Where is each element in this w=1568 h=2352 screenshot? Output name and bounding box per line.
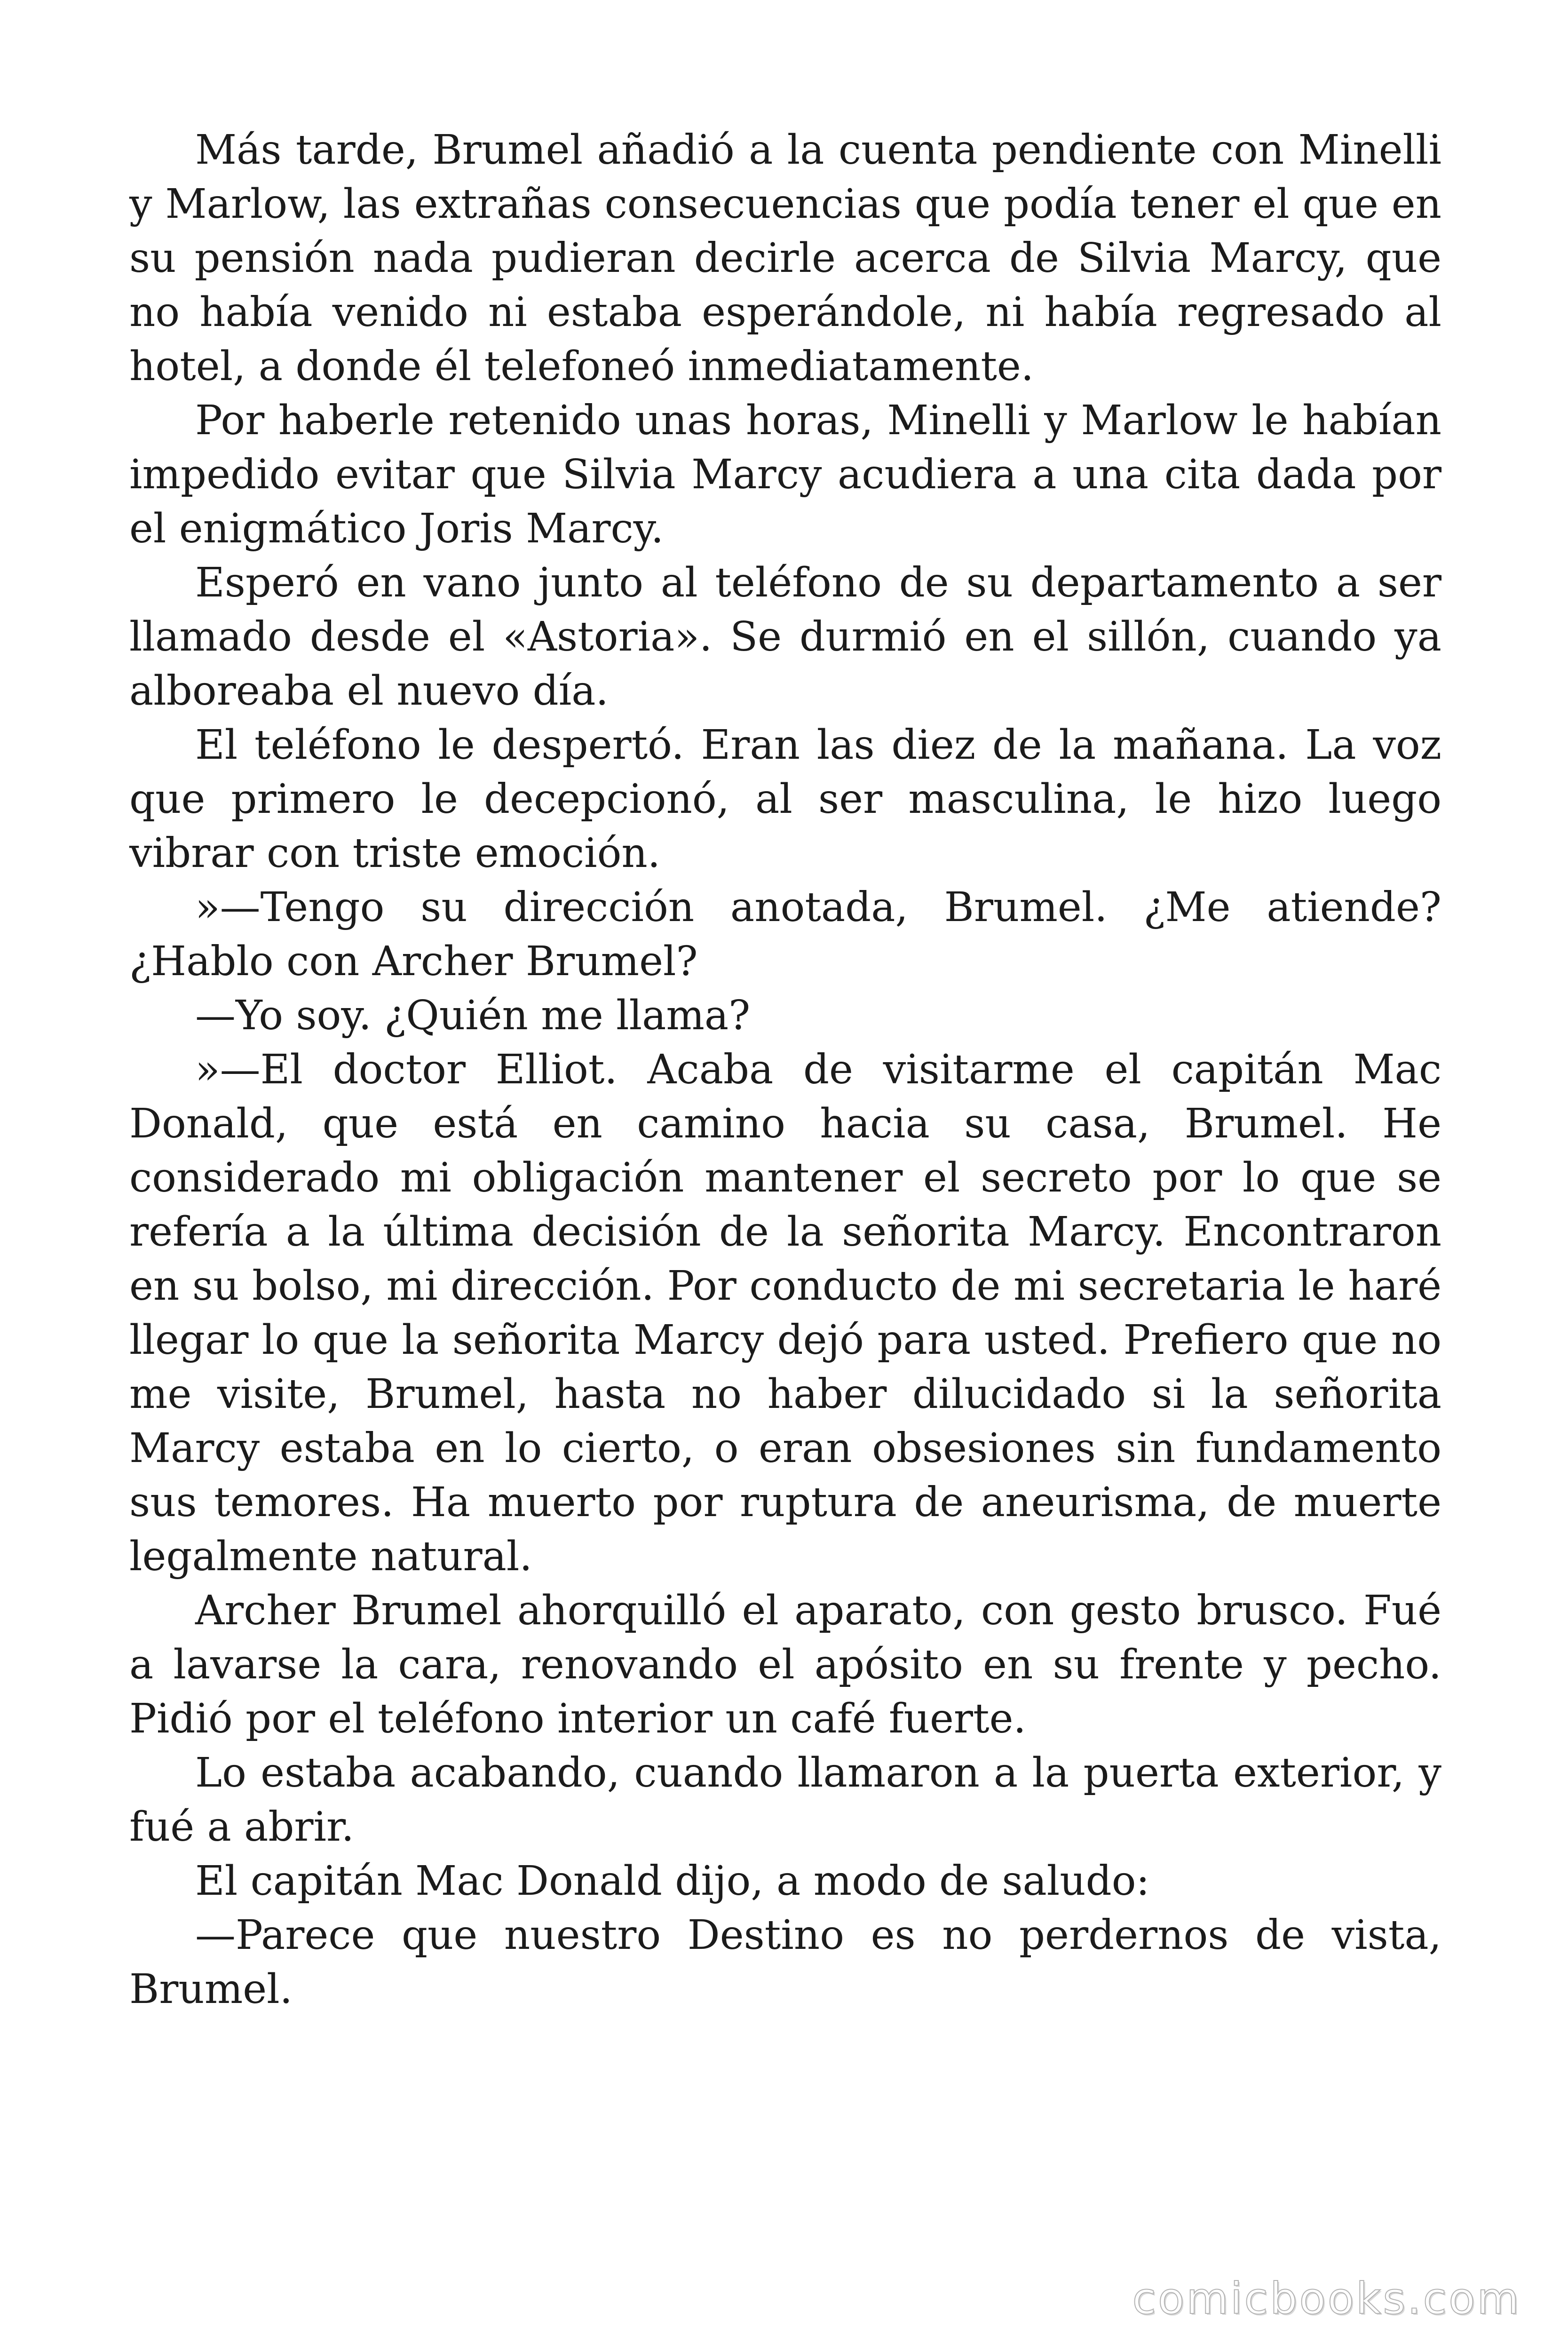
paragraph: Archer Brumel ahorquilló el aparato, con gesto brusco. Fué a lavarse la cara, renovando el apósito en su frente y pecho. Pidió por el teléfono interior un café fuerte. (129, 1587, 1441, 1742)
paragraph: Por haberle retenido unas horas, Minelli y Marlow le habían impedido evitar que Silvia Marcy acudiera a una cita dada por el enigmático Joris Marcy. (129, 397, 1441, 552)
paragraph: »—Tengo su dirección anotada, Brumel. ¿Me atiende? ¿Hablo con Archer Brumel? (129, 884, 1441, 985)
paragraph: El capitán Mac Donald dijo, a modo de saludo: (195, 1858, 1150, 1905)
paragraph: El teléfono le despertó. Eran las diez de la mañana. La voz que primero le decepcionó, al ser masculina, le hizo luego vibrar con triste emoción. (129, 722, 1441, 877)
paragraph: —Parece que nuestro Destino es no perdernos de vista, Brumel. (129, 1912, 1441, 2013)
body-text (129, 123, 1441, 2017)
paragraph: Más tarde, Brumel añadió a la cuenta pendiente con Minelli y Marlow, las extrañas consecuencias que podía tener el que en su pensión nada pudieran decirle acerca de Silvia Marcy, que no había venido ni estaba esperándole, ni había regresado al hotel, a donde él telefoneó inmediatamente. (129, 127, 1441, 390)
paragraph: »—El doctor Elliot. Acaba de visitarme el capitán Mac Donald, que está en camino hacia su casa, Brumel. He considerado mi obligación mantener el secreto por lo que se refería a la última decisión de la señorita Marcy. Encontraron en su bolso, mi dirección. Por conducto de mi secretaria le haré llegar lo que la señorita Marcy dejó para usted. Prefiero que no me visite, Brumel, hasta no haber dilucidado si la señorita Marcy estaba en lo cierto, o eran obsesiones sin fundamento sus temores. Ha muerto por ruptura de aneurisma, de muerte legalmente natural. (129, 1046, 1441, 1580)
paragraph: —Yo soy. ¿Quién me llama? (195, 992, 751, 1039)
paragraph: Esperó en vano junto al teléfono de su departamento a ser llamado desde el «Astoria». Se durmió en el sillón, cuando ya alboreaba el nuevo día. (129, 559, 1441, 715)
paragraph: Lo estaba acabando, cuando llamaron a la puerta exterior, y fué a abrir. (129, 1749, 1441, 1851)
watermark: comicbooks.com (1132, 2273, 1521, 2324)
